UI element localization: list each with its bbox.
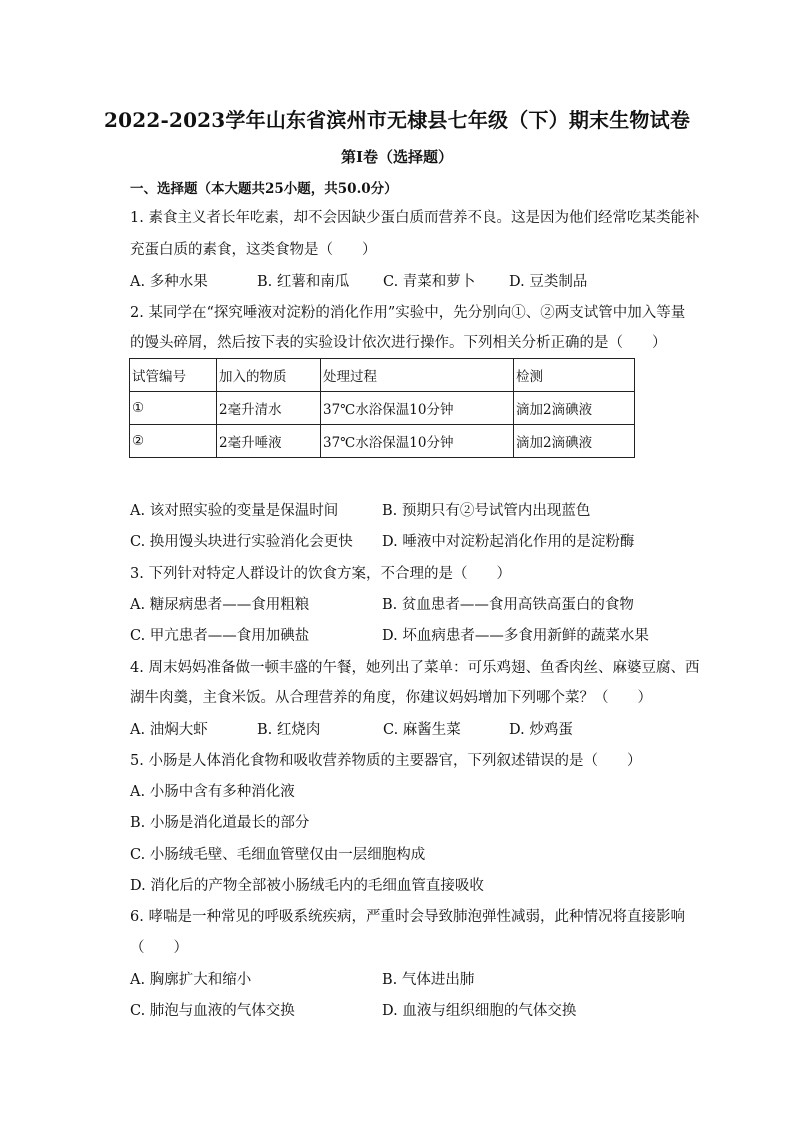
question-5-option-d: D. 消化后的产物全部被小肠绒毛内的毛细血管直接吸收 bbox=[130, 878, 484, 894]
table-header-cell: 检测 bbox=[514, 359, 635, 392]
question-6-option-b: B. 气体进出肺 bbox=[382, 972, 475, 988]
table-cell: 滴加2滴碘液 bbox=[514, 392, 635, 425]
table-cell: 37℃水浴保温10分钟 bbox=[321, 425, 514, 458]
question-5-line-1: 5. 小肠是人体消化食物和吸收营养物质的主要器官，下列叙述错误的是（ ） bbox=[130, 753, 642, 769]
question-4-option-a: A. 油焖大虾 bbox=[130, 722, 208, 738]
question-6-line-1: 6. 哮喘是一种常见的呼吸系统疾病，严重时会导致肺泡弹性减弱，此种情况将直接影响 bbox=[130, 909, 685, 925]
question-5-option-a: A. 小肠中含有多种消化液 bbox=[130, 784, 295, 800]
question-2-option-c: C. 换用馒头块进行实验消化会更快 bbox=[130, 534, 353, 550]
table-cell: 滴加2滴碘液 bbox=[514, 425, 635, 458]
table-header-cell: 试管编号 bbox=[130, 359, 217, 392]
question-6-option-a: A. 胸廓扩大和缩小 bbox=[130, 972, 252, 988]
question-1-option-c: C. 青菜和萝卜 bbox=[383, 274, 476, 290]
question-5-option-c: C. 小肠绒毛壁、毛细血管壁仅由一层细胞构成 bbox=[130, 847, 426, 863]
question-3-option-b: B. 贫血患者——食用高铁高蛋白的食物 bbox=[382, 597, 634, 613]
table-cell: 2毫升清水 bbox=[217, 392, 321, 425]
question-1-option-a: A. 多种水果 bbox=[130, 274, 208, 290]
table-cell: 2毫升唾液 bbox=[217, 425, 321, 458]
question-3-line-1: 3. 下列针对特定人群设计的饮食方案，不合理的是（ ） bbox=[130, 566, 511, 582]
section-heading: 一、选择题（本大题共25小题，共50.0分） bbox=[130, 181, 398, 197]
table-header-row bbox=[130, 359, 635, 392]
question-2-option-d: D. 唾液中对淀粉起消化作用的是淀粉酶 bbox=[382, 534, 635, 550]
question-1-option-b: B. 红薯和南瓜 bbox=[257, 274, 350, 290]
table-row bbox=[130, 392, 635, 425]
table-cell: 37℃水浴保温10分钟 bbox=[321, 392, 514, 425]
question-4-option-b: B. 红烧肉 bbox=[257, 722, 321, 738]
question-2-line-1: 2. 某同学在“探究唾液对淀粉的消化作用”实验中，先分别向①、②两支试管中加入等量 bbox=[130, 305, 686, 321]
table-cell: ① bbox=[130, 392, 217, 425]
question-4-option-c: C. 麻酱生菜 bbox=[383, 722, 461, 738]
question-4-option-d: D. 炒鸡蛋 bbox=[509, 722, 573, 738]
question-3-option-d: D. 坏血病患者——多食用新鲜的蔬菜水果 bbox=[382, 628, 649, 644]
table-header-cell: 处理过程 bbox=[321, 359, 514, 392]
volume-subtitle: 第I卷（选择题） bbox=[340, 148, 454, 166]
table-row bbox=[130, 425, 635, 458]
question-1-line-1: 1. 素食主义者长年吃素，却不会因缺少蛋白质而营养不良。这是因为他们经常吃某类能补 bbox=[130, 210, 700, 226]
question-6-option-d: D. 血液与组织细胞的气体交换 bbox=[382, 1003, 577, 1019]
question-6-option-c: C. 肺泡与血液的气体交换 bbox=[130, 1003, 295, 1019]
question-2-option-a: A. 该对照实验的变量是保温时间 bbox=[130, 503, 339, 519]
experiment-table bbox=[129, 358, 635, 458]
question-2-line-2: 的馒头碎屑，然后按下表的实验设计依次进行操作。下列相关分析正确的是（ ） bbox=[130, 335, 667, 351]
table-cell: ② bbox=[130, 425, 217, 458]
question-6-line-2: （ ） bbox=[130, 940, 188, 956]
question-4-line-2: 湖牛肉羹，主食米饭。从合理营养的角度，你建议妈妈增加下列哪个菜？（ ） bbox=[130, 690, 652, 706]
question-3-option-c: C. 甲亢患者——食用加碘盐 bbox=[130, 628, 310, 644]
exam-title: 2022-2023学年山东省滨州市无棣县七年级（下）期末生物试卷 bbox=[103, 108, 691, 132]
question-2-option-b: B. 预期只有②号试管内出现蓝色 bbox=[382, 503, 591, 519]
question-3-option-a: A. 糖尿病患者——食用粗粮 bbox=[130, 597, 310, 613]
question-1-option-d: D. 豆类制品 bbox=[509, 274, 588, 290]
question-4-line-1: 4. 周末妈妈准备做一顿丰盛的午餐，她列出了菜单：可乐鸡翅、鱼香肉丝、麻婆豆腐、西 bbox=[130, 660, 700, 676]
table-header-cell: 加入的物质 bbox=[217, 359, 321, 392]
question-1-line-2: 充蛋白质的素食，这类食物是（ ） bbox=[130, 242, 377, 258]
question-5-option-b: B. 小肠是消化道最长的部分 bbox=[130, 815, 310, 831]
